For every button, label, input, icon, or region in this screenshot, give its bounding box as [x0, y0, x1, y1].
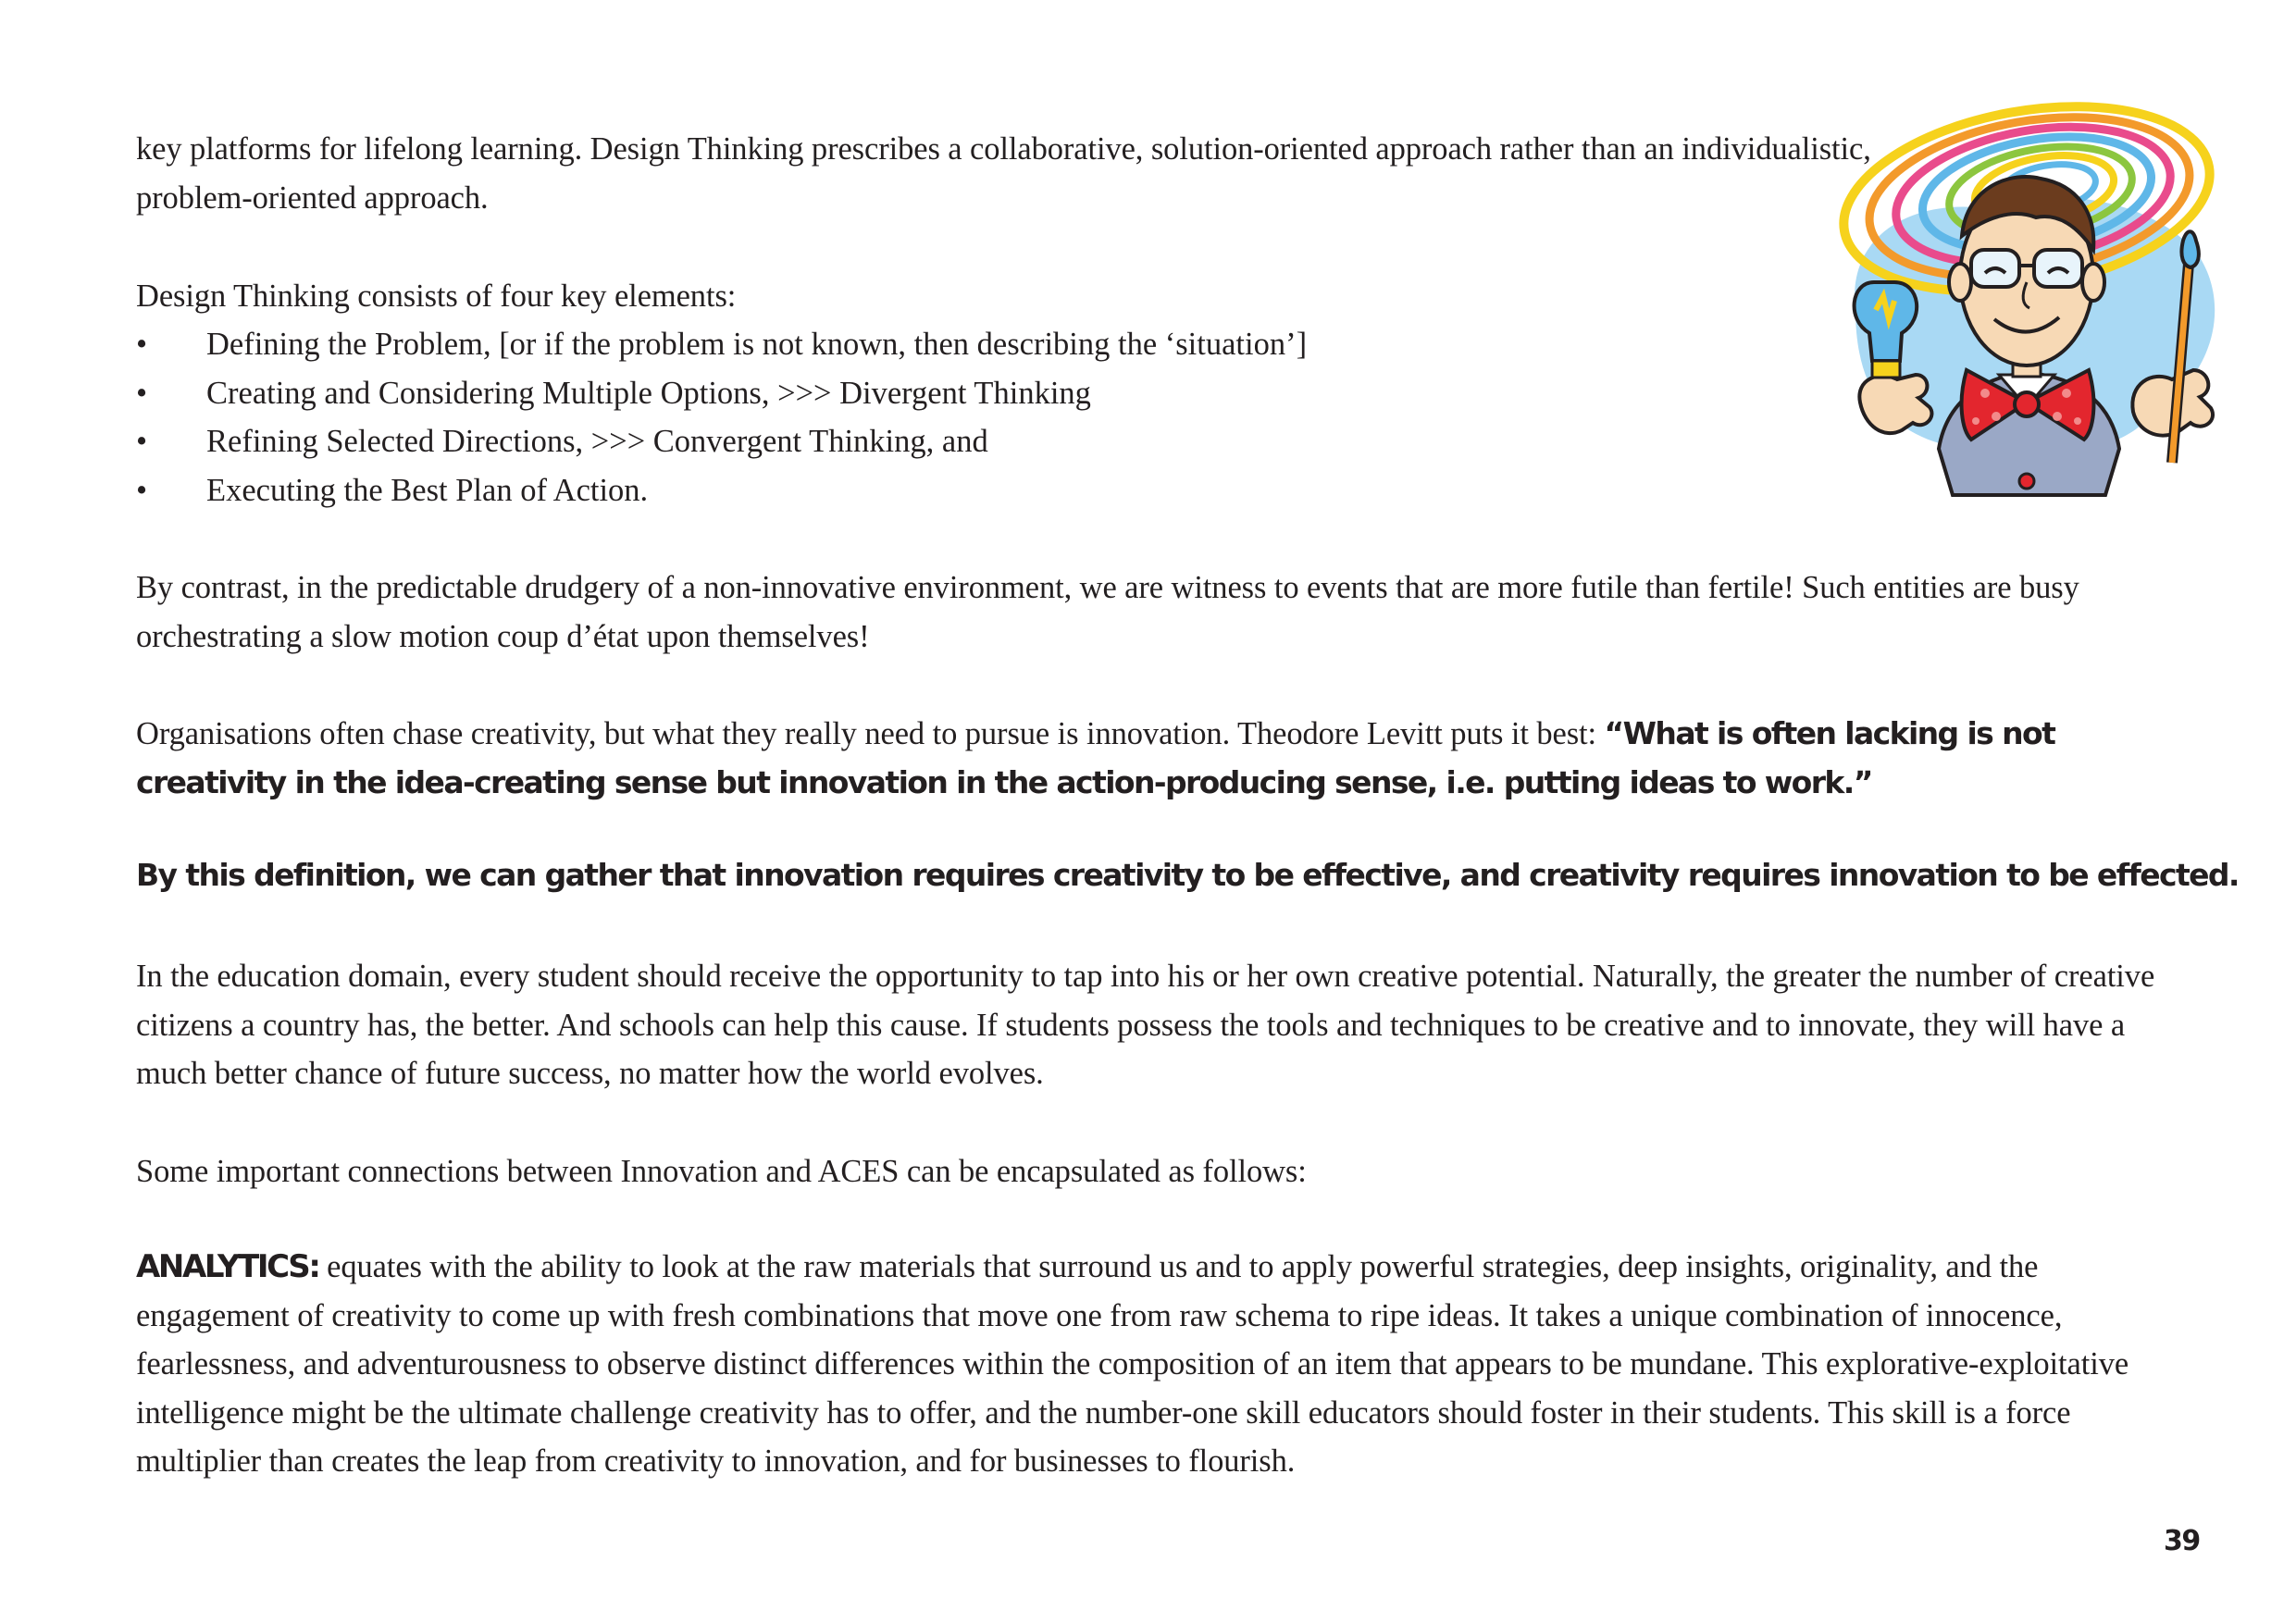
bullet-marker: • — [136, 472, 148, 508]
analytics-text: equates with the ability to look at the raw materials that surround us and to apply powerful strategies, deep insights, originality, and the engagement of creativity to come up with fresh combinations that move one from raw schema to ripe ideas. It takes a unique combination of innocence, fearlessness, and adventurousness to observe distinct differences within the composition of an item that appears to be mundane. This explorative-exploitative intelligence might be the ultimate challenge creativity has to offer, and the number-one skill educators should foster in their students. This skill is a force multiplier than creates the leap from creativity to innovation, and for businesses to flourish. — [136, 1249, 2129, 1479]
bullet-marker: • — [136, 327, 148, 362]
analytics-label: ANALYTICS: — [136, 1248, 319, 1285]
analytics-text-block — [136, 1243, 2191, 1486]
connections-text: Some important connections between Innovation and ACES can be encapsulated as follows: — [136, 1154, 1307, 1189]
elements-intro-text: Design Thinking consists of four key elements: — [136, 279, 737, 314]
bullet-marker: • — [136, 375, 148, 411]
key-elements-list — [136, 320, 1307, 514]
list-item-text: Defining the Problem, [or if the problem is not known, then describing the ‘situation’] — [206, 327, 1308, 362]
levitt-quote: “What is often lacking is not creativity in the idea-creating sense but innovation in the action-producing sense, i.e. putting ideas to work.” — [136, 715, 2055, 800]
education-paragraph — [136, 952, 2191, 1098]
intro-text: key platforms for lifelong learning. Design Thinking prescribes a collaborative, solution-oriented approach rather than an individualistic, problem-oriented approach. — [136, 131, 1871, 216]
definition-statement: By this definition, we can gather that innovation requires creativity to be effective, and creativity requires innovation to be effected. — [136, 857, 2239, 893]
contrast-paragraph — [136, 564, 2172, 661]
connections-paragraph — [136, 1147, 1307, 1196]
bullet-marker: • — [136, 424, 148, 459]
list-item-text: Executing the Best Plan of Action. — [206, 472, 649, 508]
intro-paragraph — [136, 125, 1876, 222]
list-item — [136, 369, 1307, 418]
education-text: In the education domain, every student should receive the opportunity to tap into his or her own creative potential. Naturally, the greater the number of creative citizens a country has, the better. And schools can help this cause. If students possess the tools and techniques to be creative and to innovate, they will have a much better chance of future success, no matter how the world evolves. — [136, 959, 2155, 1091]
list-item — [136, 466, 1307, 515]
elements-intro-paragraph — [136, 272, 736, 321]
organisations-lead-text: Organisations often chase creativity, but what they really need to pursue is innovation. Theodore Levitt puts it best: — [136, 716, 1605, 751]
organisations-paragraph — [136, 710, 2172, 807]
list-item-text: Creating and Considering Multiple Options, >>> Divergent Thinking — [206, 375, 1091, 411]
page-number: 39 — [2164, 1525, 2200, 1557]
contrast-text: By contrast, in the predictable drudgery of a non-innovative environment, we are witness to events that are more futile than fertile! Such entities are busy orchestrating a slow motion coup d’état upon themselves! — [136, 570, 2079, 654]
list-item-text: Refining Selected Directions, >>> Convergent Thinking, and — [206, 424, 988, 459]
list-item — [136, 417, 1307, 466]
list-item — [136, 320, 1307, 369]
cartoon-inventor-illustration — [1828, 97, 2235, 523]
analytics-paragraph — [136, 1243, 2191, 1486]
organisations-text-block — [136, 710, 2172, 807]
